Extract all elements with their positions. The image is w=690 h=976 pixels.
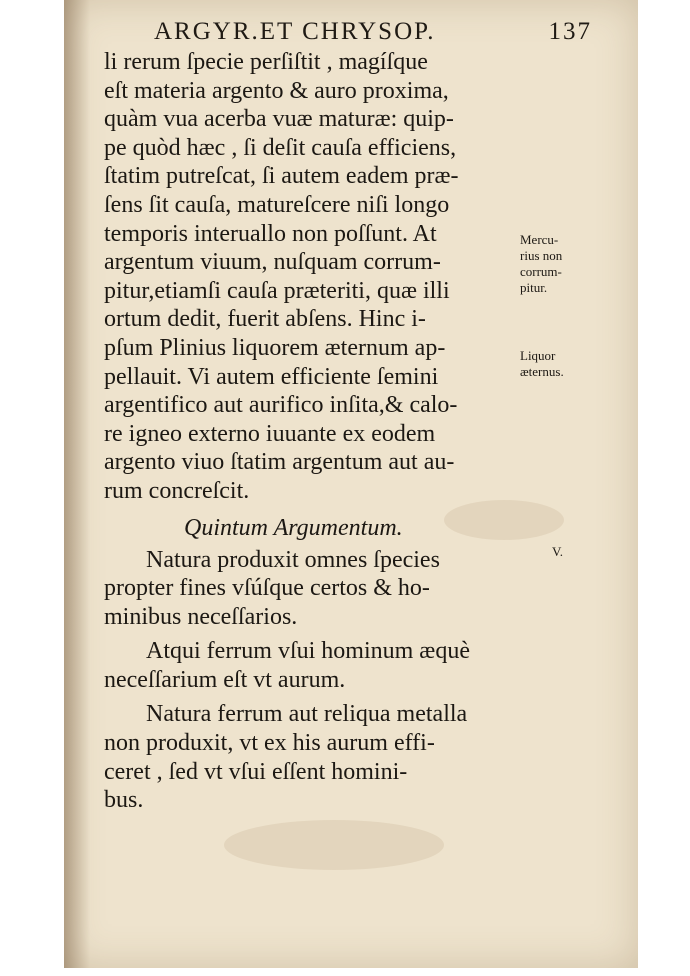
text-line: bus. xyxy=(104,787,144,814)
margin-note-line: rius non xyxy=(520,248,563,263)
text-line: eſt materia argento & auro proxima, xyxy=(104,77,449,104)
page-number: 137 xyxy=(548,18,592,45)
text-line: temporis interuallo non poſſunt. At xyxy=(104,220,437,247)
text-line: pe quòd hæc , ſi deſit cauſa efficiens, xyxy=(104,134,457,161)
text-line: non produxit, vt ex his aurum effi- xyxy=(104,730,435,757)
margin-note-line: V. xyxy=(552,544,563,559)
margin-note-line: æternus. xyxy=(520,364,564,379)
text-line: Atqui ferrum vſui hominum æquè xyxy=(146,638,470,665)
text-line: ortum dedit, fuerit abſens. Hinc i- xyxy=(104,306,426,333)
text-line: pſum Plinius liquorem æternum ap- xyxy=(104,334,446,361)
main-text-block xyxy=(104,48,524,815)
text-line: quàm vua acerba vuæ maturæ: quip- xyxy=(104,106,454,133)
text-line: argento viuo ſtatim argentum aut au- xyxy=(104,449,455,476)
text-line: neceſſarium eſt vt aurum. xyxy=(104,666,346,693)
margin-note-section-number xyxy=(552,544,632,560)
text-line: argentifico aut aurifico inſita,& calo- xyxy=(104,392,458,419)
running-head xyxy=(154,18,604,48)
text-line: rum concreſcit. xyxy=(104,477,250,504)
text-line: argentum viuum, nuſquam corrum- xyxy=(104,249,441,276)
margin-note-line: pitur. xyxy=(520,280,548,295)
text-line: re igneo externo iuuante ex eodem xyxy=(104,420,436,447)
text-line: propter fines vſúſque certos & ho- xyxy=(104,575,430,602)
text-line: ſtatim putreſcat, ſi autem eadem præ- xyxy=(104,163,459,190)
text-line: ceret , ſed vt vſui eſſent homini- xyxy=(104,758,408,785)
section-heading: Quintum Argumentum. xyxy=(184,514,403,541)
margin-note-line: corrum- xyxy=(520,264,562,279)
text-line: li rerum ſpecie perſiſtit , magíſque xyxy=(104,49,428,75)
text-line: minibus neceſſarios. xyxy=(104,603,298,630)
running-head-title: ARGYR.ET CHRYSOP. xyxy=(154,18,436,45)
page-gutter-shadow xyxy=(64,0,90,968)
text-line: pitur,etiamſi cauſa præteriti, quæ illi xyxy=(104,277,450,304)
text-line: ſens ſit cauſa, matureſcere niſi longo xyxy=(104,191,450,218)
text-line: pellauit. Vi autem efficiente ſemini xyxy=(104,363,439,390)
text-line: Natura ferrum aut reliqua metalla xyxy=(146,701,468,728)
margin-note-line: Liquor xyxy=(520,348,556,363)
margin-note-liquor xyxy=(520,348,600,380)
paper-stain xyxy=(224,820,444,870)
text-line: Natura produxit omnes ſpecies xyxy=(146,546,440,573)
book-page xyxy=(64,0,638,968)
margin-note-line: Mercu- xyxy=(520,232,559,247)
margin-note-mercurius xyxy=(520,232,600,296)
